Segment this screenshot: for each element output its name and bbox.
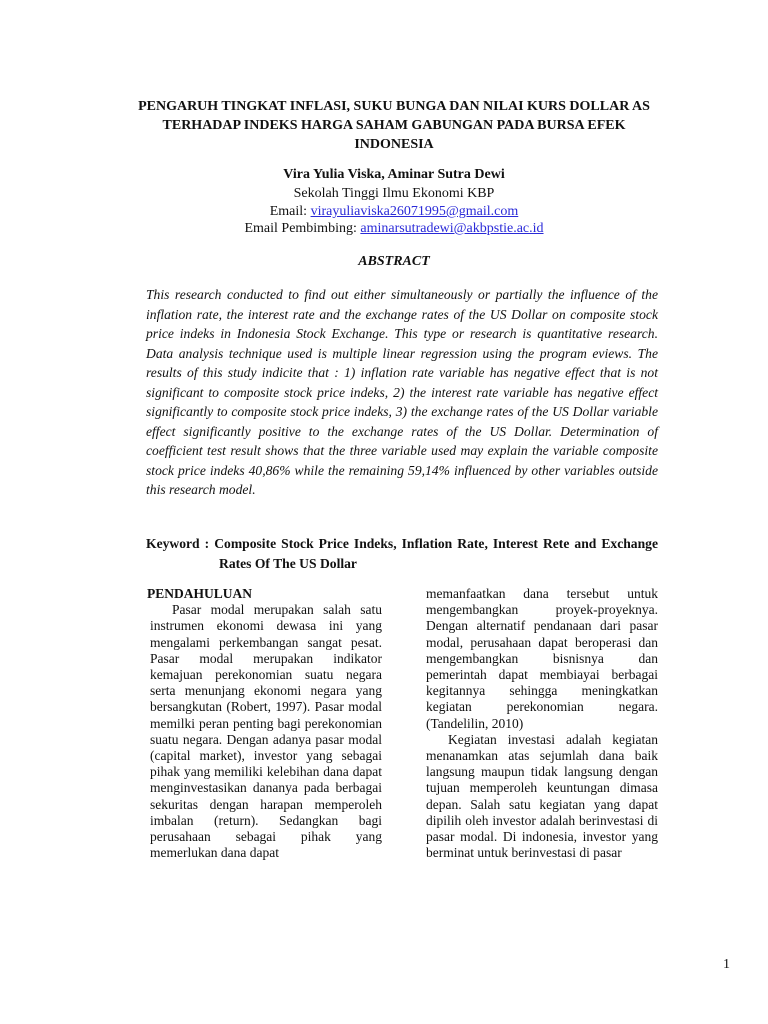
body-column-left (147, 586, 382, 861)
page-number: 1 (723, 957, 730, 972)
section-heading: PENDAHULUAN (147, 586, 253, 601)
abstract-text: This research conducted to find out either simultaneously or partially the influence of the inflation rate, the interest rate and the exchange rates of the US Dollar on composite stock price indeks in Indonesia Stock Exchange. This type or research is quantitative research. Data analysis technique used is multiple linear regression using the program eviews. The results of this study indicite that : 1) inflation rate variable has negative effect that is not significant to composite stock price indeks, 2) the interest rate variable has negative effect significantly to composite stock price indeks, 3) the exchange rates of the US Dollar variable effect significantly positive to the exchange rates of the US Dollar. Determination of coefficient test result shows that the three variable used may explain the variable composite stock price indeks 40,86% while the remaining 59,14% influenced by other variables outside this research model. (146, 287, 658, 497)
paper-title: PENGARUH TINGKAT INFLASI, SUKU BUNGA DAN NILAI KURS DOLLAR AS TERHADAP INDEKS HARGA SAHAM GABUNGAN PADA BURSA EFEK INDONESIA (138, 99, 650, 152)
author-email-link[interactable]: virayuliaviska26071995@gmail.com (310, 204, 519, 219)
keywords-text: Composite Stock Price Indeks, Inflation Rate, Interest Rete and Exchange Rates Of The US Dollar (214, 536, 658, 571)
keywords-label: Keyword : (146, 536, 215, 551)
author-email-label: Email: (269, 204, 311, 219)
keywords (146, 534, 658, 574)
abstract-heading: ABSTRACT (358, 254, 430, 269)
supervisor-email-link[interactable]: aminarsutradewi@akbpstie.ac.id (360, 221, 544, 236)
body-paragraph: Kegiatan investasi adalah kegiatan menanamkan atas sejumlah dana baik langsung maupun tidak langsung dengan tujuan memperoleh keuntungan dimasa depan. Salah satu kegiatan yang dapat dipilih oleh investor adalah berinvestasi di pasar modal. Di indonesia, investor yang berminat untuk berinvestasi di pasar (426, 731, 658, 861)
body-column-right (426, 586, 658, 861)
body-paragraph-continued: memanfaatkan dana tersebut untuk mengembangkan proyek-proyeknya. Dengan alternatif pendanaan dari pasar modal, perusahaan dapat beroperasi dan mengembangkan bisnisnya dan pemerintah dapat membiayai berbagai kegitannya sehingga meningkatkan kegiatan perekonomian negara. (Tandelilin, 2010) (426, 586, 658, 731)
body-paragraph: Pasar modal merupakan salah satu instrumen ekonomi dewasa ini yang mengalami perkembangan sangat pesat. Pasar modal merupakan indikator kemajuan perekonomian suatu negara serta menunjang ekonomi negara yang bersangkutan (Robert, 1997). Pasar modal memilki peran penting bagi perekonomian suatu negara. Dengan adanya pasar modal (capital market), investor yang sebagai pihak yang memiliki kelebihan dana dapat menginvestasikan dananya pada berbagai sekuritas dengan harapan memperoleh imbalan (return). Sedangkan bagi perusahaan sebagai pihak yang memerlukan dana dapat (150, 602, 382, 861)
author-names: Vira Yulia Viska, Aminar Sutra Dewi (283, 167, 505, 182)
affiliation: Sekolah Tinggi Ilmu Ekonomi KBP (293, 186, 495, 201)
supervisor-email-label: Email Pembimbing: (244, 221, 361, 236)
supervisor-email-line (130, 219, 658, 238)
